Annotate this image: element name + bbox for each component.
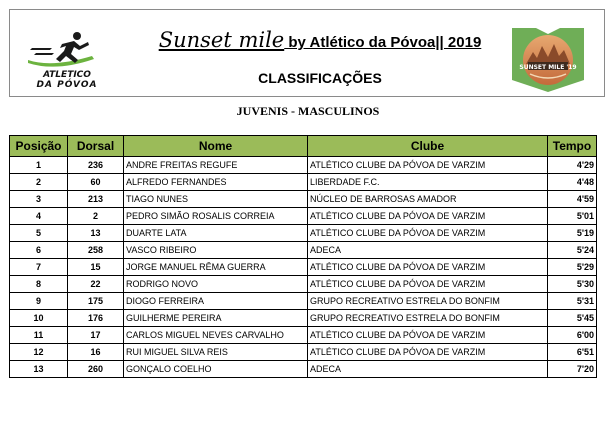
cell-posicao: 7 bbox=[10, 259, 68, 276]
cell-dorsal: 236 bbox=[68, 157, 124, 174]
col-header-clube: Clube bbox=[308, 136, 548, 157]
cell-tempo: 7'20 bbox=[548, 361, 597, 378]
cell-dorsal: 260 bbox=[68, 361, 124, 378]
runner-icon bbox=[22, 30, 112, 72]
cell-tempo: 5'19 bbox=[548, 225, 597, 242]
cell-clube: ATLÉTICO CLUBE DA PÓVOA DE VARZIM bbox=[308, 208, 548, 225]
cell-posicao: 3 bbox=[10, 191, 68, 208]
cell-tempo: 5'45 bbox=[548, 310, 597, 327]
table-row bbox=[10, 225, 597, 242]
cell-nome: RODRIGO NOVO bbox=[124, 276, 308, 293]
header-box bbox=[9, 9, 605, 97]
cell-nome: TIAGO NUNES bbox=[124, 191, 308, 208]
event-badge bbox=[506, 26, 590, 96]
table-row bbox=[10, 242, 597, 259]
table-header-row bbox=[10, 136, 597, 157]
table-row bbox=[10, 259, 597, 276]
cell-dorsal: 60 bbox=[68, 174, 124, 191]
club-logo bbox=[22, 30, 112, 92]
cell-dorsal: 15 bbox=[68, 259, 124, 276]
cell-nome: RUI MIGUEL SILVA REIS bbox=[124, 344, 308, 361]
cell-posicao: 5 bbox=[10, 225, 68, 242]
cell-posicao: 11 bbox=[10, 327, 68, 344]
table-row bbox=[10, 361, 597, 378]
cell-nome: JORGE MANUEL RÊMA GUERRA bbox=[124, 259, 308, 276]
category-title: JUVENIS - MASCULINOS bbox=[236, 104, 380, 118]
col-header-posicao: Posição bbox=[10, 136, 68, 157]
cell-clube: ATLÉTICO CLUBE DA PÓVOA DE VARZIM bbox=[308, 259, 548, 276]
cell-nome: ALFREDO FERNANDES bbox=[124, 174, 308, 191]
table-row bbox=[10, 174, 597, 191]
cell-clube: ADECA bbox=[308, 242, 548, 259]
cell-dorsal: 13 bbox=[68, 225, 124, 242]
event-title bbox=[130, 28, 510, 52]
cell-clube: ATLÉTICO CLUBE DA PÓVOA DE VARZIM bbox=[308, 327, 548, 344]
cell-posicao: 13 bbox=[10, 361, 68, 378]
cell-nome: DIOGO FERREIRA bbox=[124, 293, 308, 310]
cell-tempo: 5'24 bbox=[548, 242, 597, 259]
cell-tempo: 4'48 bbox=[548, 174, 597, 191]
table-row bbox=[10, 310, 597, 327]
table-row bbox=[10, 157, 597, 174]
cell-posicao: 8 bbox=[10, 276, 68, 293]
table-row bbox=[10, 293, 597, 310]
table-row bbox=[10, 344, 597, 361]
cell-tempo: 5'29 bbox=[548, 259, 597, 276]
cell-nome: ANDRE FREITAS REGUFE bbox=[124, 157, 308, 174]
cell-clube: ATLÉTICO CLUBE DA PÓVOA DE VARZIM bbox=[308, 157, 548, 174]
cell-posicao: 4 bbox=[10, 208, 68, 225]
cell-dorsal: 175 bbox=[68, 293, 124, 310]
cell-tempo: 5'30 bbox=[548, 276, 597, 293]
cell-posicao: 9 bbox=[10, 293, 68, 310]
cell-nome: PEDRO SIMÃO ROSALIS CORREIA bbox=[124, 208, 308, 225]
table-row bbox=[10, 191, 597, 208]
cell-tempo: 4'29 bbox=[548, 157, 597, 174]
cell-posicao: 10 bbox=[10, 310, 68, 327]
cell-tempo: 6'00 bbox=[548, 327, 597, 344]
cell-dorsal: 16 bbox=[68, 344, 124, 361]
cell-nome: CARLOS MIGUEL NEVES CARVALHO bbox=[124, 327, 308, 344]
club-logo-text: ATLETICO DA PÓVOA bbox=[36, 70, 98, 90]
cell-clube: ATLÉTICO CLUBE DA PÓVOA DE VARZIM bbox=[308, 344, 548, 361]
cell-dorsal: 176 bbox=[68, 310, 124, 327]
cell-nome: DUARTE LATA bbox=[124, 225, 308, 242]
event-title-main: Sunset mile bbox=[158, 28, 285, 52]
event-title-sub: by Atlético da Póvoa|| 2019 bbox=[284, 34, 482, 51]
cell-tempo: 4'59 bbox=[548, 191, 597, 208]
cell-dorsal: 17 bbox=[68, 327, 124, 344]
cell-clube: LIBERDADE F.C. bbox=[308, 174, 548, 191]
cell-dorsal: 2 bbox=[68, 208, 124, 225]
col-header-dorsal: Dorsal bbox=[68, 136, 124, 157]
table-row bbox=[10, 276, 597, 293]
cell-tempo: 5'31 bbox=[548, 293, 597, 310]
cell-clube: ADECA bbox=[308, 361, 548, 378]
cell-clube: GRUPO RECREATIVO ESTRELA DO BONFIM bbox=[308, 293, 548, 310]
cell-clube: GRUPO RECREATIVO ESTRELA DO BONFIM bbox=[308, 310, 548, 327]
cell-tempo: 6'51 bbox=[548, 344, 597, 361]
cell-nome: VASCO RIBEIRO bbox=[124, 242, 308, 259]
table-row bbox=[10, 208, 597, 225]
results-table bbox=[9, 135, 597, 378]
cell-posicao: 1 bbox=[10, 157, 68, 174]
cell-dorsal: 213 bbox=[68, 191, 124, 208]
cell-dorsal: 22 bbox=[68, 276, 124, 293]
cell-clube: ATLÉTICO CLUBE DA PÓVOA DE VARZIM bbox=[308, 276, 548, 293]
cell-posicao: 12 bbox=[10, 344, 68, 361]
cell-posicao: 2 bbox=[10, 174, 68, 191]
svg-text:SUNSET MILE '19: SUNSET MILE '19 bbox=[519, 64, 577, 71]
cell-clube: NÚCLEO DE BARROSAS AMADOR bbox=[308, 191, 548, 208]
cell-dorsal: 258 bbox=[68, 242, 124, 259]
cell-posicao: 6 bbox=[10, 242, 68, 259]
cell-nome: GUILHERME PEREIRA bbox=[124, 310, 308, 327]
cell-nome: GONÇALO COELHO bbox=[124, 361, 308, 378]
cell-tempo: 5'01 bbox=[548, 208, 597, 225]
sunset-mile-badge-icon bbox=[506, 26, 590, 96]
table-row bbox=[10, 327, 597, 344]
col-header-nome: Nome bbox=[124, 136, 308, 157]
cell-clube: ATLÉTICO CLUBE DA PÓVOA DE VARZIM bbox=[308, 225, 548, 242]
page-subtitle: CLASSIFICAÇÕES bbox=[258, 70, 382, 86]
col-header-tempo: Tempo bbox=[548, 136, 597, 157]
